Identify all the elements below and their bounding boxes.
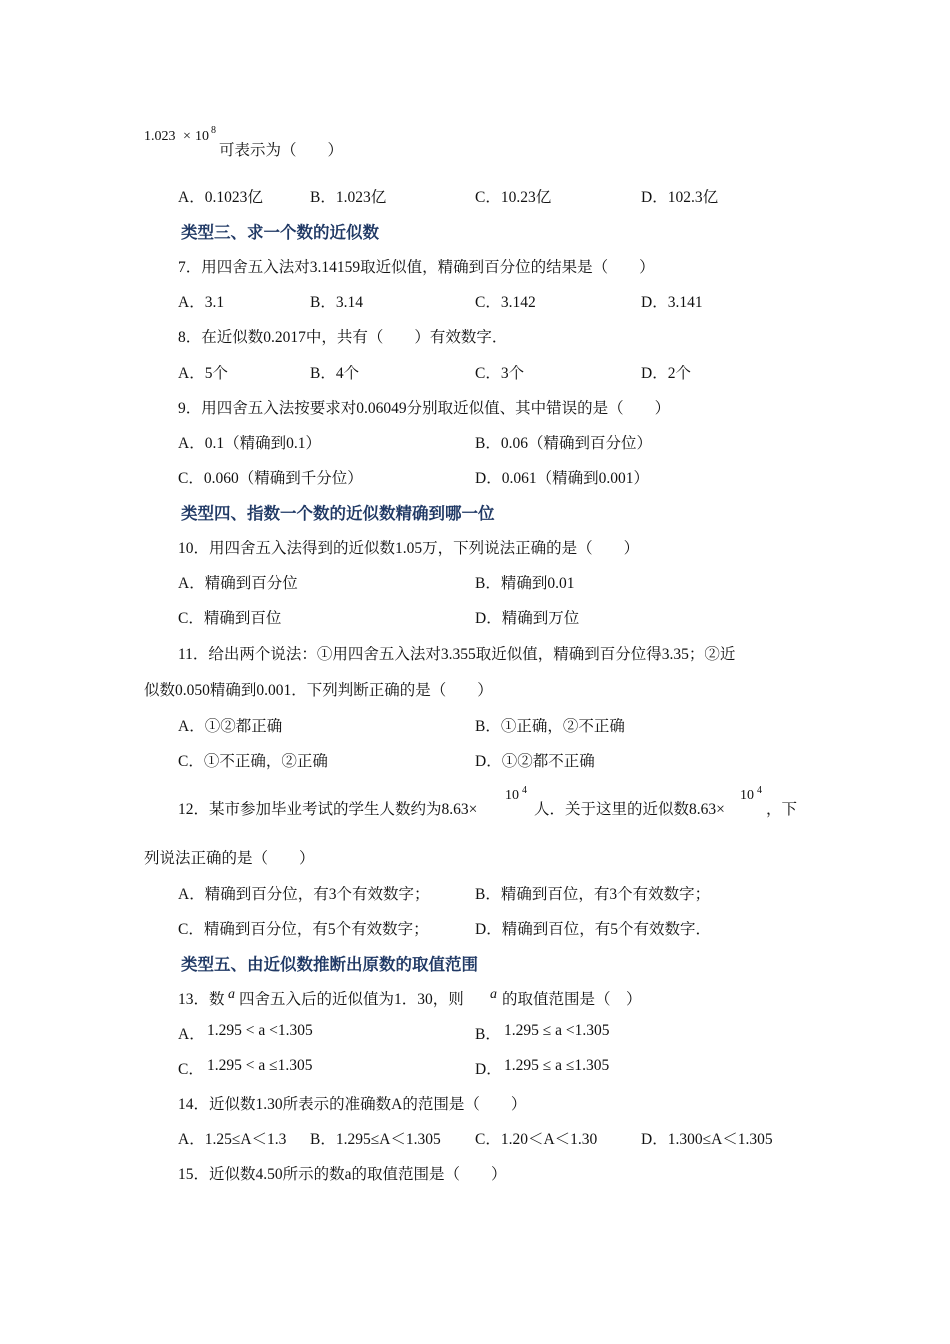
q13-option-d-expr: 1.295 ≤ a ≤1.305 [504,1057,610,1074]
q8-option-c: C．3个 [475,365,525,382]
q10-option-a: A．精确到百分位 [178,575,298,592]
q14-option-d: D．1.300≤A＜1.305 [641,1131,773,1148]
q14-option-b: B．1.295≤A＜1.305 [310,1131,441,1148]
q13-option-c-label: C． [178,1061,204,1078]
q14-option-c: C．1.20＜A＜1.30 [475,1131,598,1148]
q12-power1-base: 10 [505,788,519,803]
intro-coefficient: 1.023 [144,129,176,144]
q9-option-c: C．0.060（精确到千分位） [178,470,363,487]
q9-option-a: A．0.1（精确到0.1） [178,435,321,452]
q13-option-d-label: D． [475,1061,502,1078]
q8-option-d: D．2个 [641,365,691,382]
q12-option-b: B．精确到百位，有3个有效数字； [475,886,711,903]
q8-stem: 8．在近似数0.2017中，共有（ ）有效数字． [178,329,508,346]
section-5-heading: 类型五、由近似数推断出原数的取值范围 [181,955,478,974]
q7-option-b: B．3.14 [310,294,363,311]
q11-stem-line1: 11．给出两个说法：①用四舍五入法对3.355取近似值，精确到百分位得3.35；②近 [178,646,736,663]
q11-option-c: C．①不正确，②正确 [178,753,328,770]
q7-option-a: A．3.1 [178,294,225,311]
q7-stem: 7．用四舍五入法对3.14159取近似值，精确到百分位的结果是（ ） [178,259,655,276]
q11-option-d: D．①②都不正确 [475,753,595,770]
q6-option-b: B．1.023亿 [310,189,387,206]
q10-option-c: C．精确到百位 [178,610,282,627]
q8-option-b: B．4个 [310,365,360,382]
q13-option-a-label: A． [178,1026,205,1043]
q12-option-c: C．精确到百分位，有5个有效数字； [178,921,429,938]
q9-option-d: D．0.061（精确到0.001） [475,470,649,487]
q6-option-a: A．0.1023亿 [178,189,263,206]
q12-power1-exp: 4 [522,785,527,796]
q13-variable: a [228,987,235,1002]
q12-stem-line2: 列说法正确的是（ ） [144,850,315,867]
section-4-heading: 类型四、指数一个数的近似数精确到哪一位 [181,504,495,523]
q13-stem-mid: 四舍五入后的近似值为1．30，则 [239,991,464,1008]
intro-base: 10 [195,129,209,144]
q14-option-a: A．1.25≤A＜1.3 [178,1131,287,1148]
q10-option-b: B．精确到0.01 [475,575,575,592]
q12-stem-part3: ，下 [766,801,798,818]
q8-option-a: A．5个 [178,365,228,382]
q7-option-d: D．3.141 [641,294,703,311]
q12-option-a: A．精确到百分位，有3个有效数字； [178,886,430,903]
q9-stem: 9．用四舍五入法按要求对0.06049分别取近似值、其中错误的是（ ） [178,400,671,417]
q13-variable-2: a [490,987,497,1002]
q14-stem: 14．近似数1.30所表示的准确数A的范围是（ ） [178,1096,527,1113]
intro-times: × [183,129,191,144]
q13-option-a-expr: 1.295 < a <1.305 [207,1022,313,1039]
q9-option-b: B．0.06（精确到百分位） [475,435,652,452]
q11-option-a: A．①②都正确 [178,718,283,735]
q11-option-b: B．①正确，②不正确 [475,718,625,735]
intro-exponent: 8 [211,125,216,136]
q13-option-b-label: B． [475,1026,501,1043]
q12-power2-exp: 4 [757,785,762,796]
q13-stem-post: 的取值范围是（ ） [502,991,642,1008]
q12-option-d: D．精确到百位，有5个有效数字． [475,921,711,938]
q13-option-c-expr: 1.295 < a ≤1.305 [207,1057,313,1074]
q15-stem: 15．近似数4.50所示的数a的取值范围是（ ） [178,1166,507,1183]
intro-text: 可表示为（ ） [219,142,344,159]
q10-option-d: D．精确到万位 [475,610,580,627]
q6-option-c: C．10.23亿 [475,189,552,206]
q13-option-b-expr: 1.295 ≤ a <1.305 [504,1022,610,1039]
section-3-heading: 类型三、求一个数的近似数 [181,223,379,242]
q6-option-d: D．102.3亿 [641,189,719,206]
q10-stem: 10．用四舍五入法得到的近似数1.05万，下列说法正确的是（ ） [178,540,640,557]
q12-stem-part1: 12．某市参加毕业考试的学生人数约为8.63× [178,801,478,818]
q13-stem-pre: 13．数 [178,991,225,1008]
q7-option-c: C．3.142 [475,294,536,311]
q11-stem-line2: 似数0.050精确到0.001．下列判断正确的是（ ） [144,682,493,699]
q12-power2-base: 10 [740,788,754,803]
q12-stem-part2: 人．关于这里的近似数8.63× [534,801,725,818]
